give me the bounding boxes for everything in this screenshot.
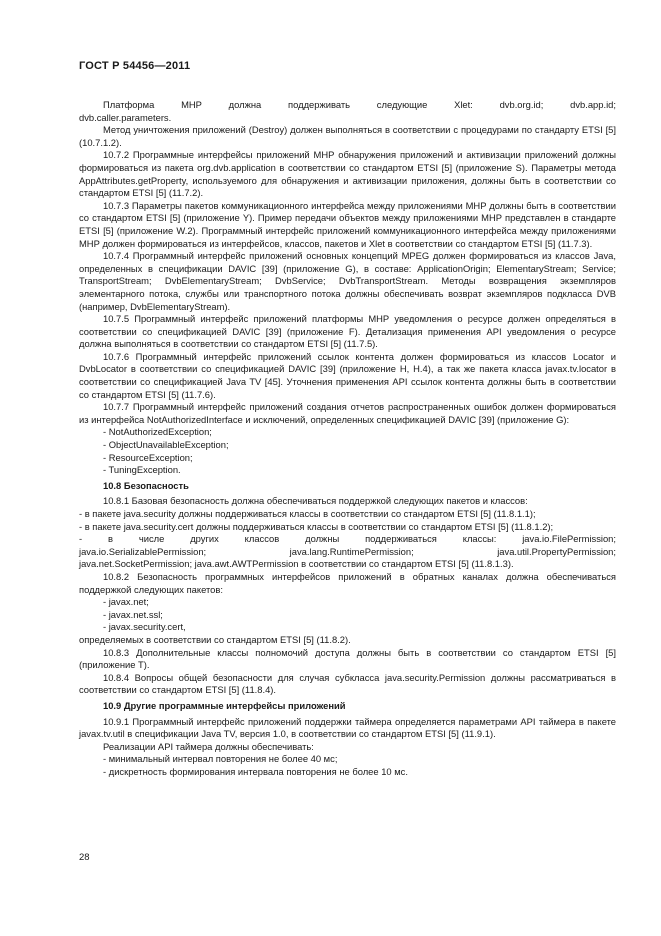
paragraph: 10.7.6 Программный интерфейс приложений ссылок контента должен формироваться из классов Locator и DvbLocator в соответствии со спецификацией DAVIC [39] (приложение H, H.4), а так же пакета класса javax.tv.locator в соответствии со спецификацией Java TV [45]. Уточнения применения API ссылок контента должны быть в соответствии со стандартом ETSI [5] (11.7.6). xyxy=(79,350,616,400)
paragraph: 10.7.4 Программный интерфейс приложений основных концепций MPEG должен формироваться из классов Java, определенных в спецификации DAVIC [39] (приложение G), в составе: ApplicationOrigin; ElementaryStream; Service; TransportStream; DvbElementaryStream; DvbService; DvbTransportStream. Методы возвращения экземпляров элементарного потока, службы или транспортного потока должны обеспечивать возврат экземпляров подкласса DVB (например, DvbElementaryStream). xyxy=(79,250,616,312)
paragraph: Метод уничтожения приложений (Destroy) должен выполняться в соответствии с процедурами по стандарту ETSI [5] (10.7.1.2). xyxy=(79,124,616,148)
section-heading: 10.8 Безопасность xyxy=(103,479,189,491)
paragraph: Реализации API таймера должны обеспечивать: xyxy=(103,740,314,752)
paragraph: Платформа МНР должна поддерживать следующие Xlet: dvb.org.id; dvb.app.id; xyxy=(103,99,616,110)
list-item: - в пакете java.security.cert должны поддерживаться классы в соответствии со стандартом ETSI [5] (11.8.1.2); xyxy=(79,520,554,532)
list-item: java.io.SerializablePermission; java.lang.RuntimePermission; java.util.PropertyPermission; xyxy=(79,545,616,557)
page-number: 28 xyxy=(79,852,90,863)
list-item: - в пакете java.security должны поддерживаться классы в соответствии со стандартом ETSI [5] (11.8.1.1); xyxy=(79,508,536,519)
list-item: - TuningException. xyxy=(103,464,181,476)
paragraph: 10.8.4 Вопросы общей безопасности для случая субкласса java.security.Permission должны рассматриваться в соответствии со стандартом ETSI [5] (11.8.4). xyxy=(79,671,616,696)
paragraph: 10.7.3 Параметры пакетов коммуникационного интерфейса между приложениями МНР должны быть в соответствии со стандартом ETSI [5] (приложение Y). Пример передачи объектов между приложениями МНР представлен в стандарте ETSI [5] (приложение W.2). Программный интерфейс приложений коммуникационного интерфейса между приложениями МНР должен формироваться из интерфейсов, классов, пакетов и Xlet в соответствии со стандартом ETSI [5] (11.7.3). xyxy=(79,199,616,249)
list-item: - в числе других классов должны поддерживаться классы: java.io.FilePermission; xyxy=(79,533,616,545)
document-page xyxy=(79,60,616,778)
list-item: java.net.SocketPermission; java.awt.AWTPermission в соответствии со стандартом ETSI [5] (11.8.1.3). xyxy=(79,558,514,570)
paragraph: 10.8.2 Безопасность программных интерфейсов приложений в обратных каналах должна обеспечиваться поддержкой следующих пакетов: xyxy=(79,570,616,595)
list-item: - javax.net.ssl; xyxy=(103,608,163,620)
list-item: - ObjectUnavailableException; xyxy=(103,439,229,451)
list-item: - javax.security.cert, xyxy=(103,621,186,633)
list-item: - минимальный интервал повторения не более 40 мс; xyxy=(103,753,338,765)
paragraph: dvb.caller.parameters. xyxy=(79,111,172,123)
paragraph: 10.7.7 Программный интерфейс приложений создания отчетов распространенных ошибок должен формироваться из интерфейса NotAuthorizedInterface и исключений, определенных спецификацией DAVIC [39] (приложение G): xyxy=(79,401,616,425)
list-item: - NotAuthorizedException; xyxy=(103,426,212,438)
body-text xyxy=(79,99,616,778)
paragraph: 10.7.2 Программные интерфейсы приложений МНР обнаружения приложений и активизации приложений должны формироваться из пакета org.dvb.application в соответствии со стандартом ETSI [5] (приложение S). Параметры метода AppAttributes.getProperty, используемого для обнаружения и активизации приложения, должны быть в соответствии со стандартом ETSI [5] (11.7.2). xyxy=(79,149,616,199)
list-item: - ResourceException; xyxy=(103,451,193,463)
paragraph: 10.9.1 Программный интерфейс приложений поддержки таймера определяется параметрами API таймера в пакете javax.tv.util в спецификации Java TV, версия 1.0, в соответствии со стандартом ETSI [5] (11.9.1). xyxy=(79,715,616,740)
paragraph: 10.7.5 Программный интерфейс приложений платформы МНР уведомления о ресурсе должен определяться в соответствии со спецификацией DAVIC [39] (приложение F). Детализация применения API уведомления о ресурсе должна выполняться в соответствии со стандартом ETSI [5] (11.7.5). xyxy=(79,313,616,350)
section-heading: 10.9 Другие программные интерфейсы приложений xyxy=(103,699,346,711)
list-item: - дискретность формирования интервала повторения не более 10 мс. xyxy=(103,765,408,777)
list-item: - javax.net; xyxy=(103,596,149,608)
paragraph: 10.8.1 Базовая безопасность должна обеспечиваться поддержкой следующих пакетов и классов: xyxy=(103,495,528,507)
paragraph: 10.8.3 Дополнительные классы полномочий доступа должны быть в соответствии со стандартом ETSI [5] (приложение T). xyxy=(79,646,616,671)
paragraph: определяемых в соответствии со стандартом ETSI [5] (11.8.2). xyxy=(79,633,351,645)
page-header: ГОСТ Р 54456—2011 xyxy=(79,60,191,72)
